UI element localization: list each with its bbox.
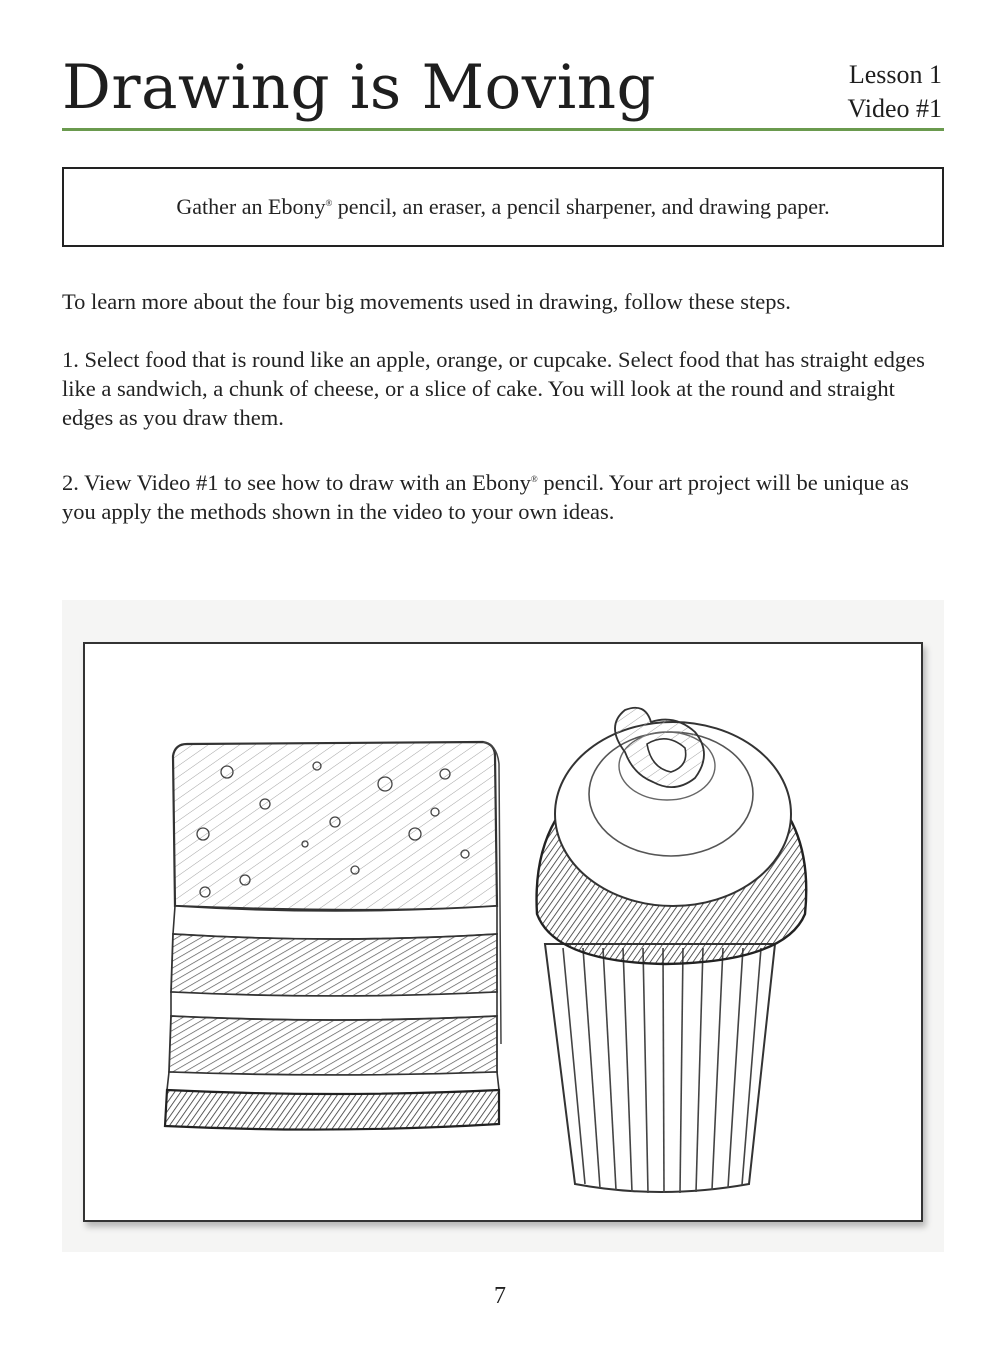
step-2-text-end: pencil. Your art project will be unique as you apply the methods shown in the video to your own ideas. <box>62 470 909 524</box>
page-number: 7 <box>494 1283 506 1309</box>
lesson-label-block <box>848 58 942 126</box>
registered-mark: ® <box>530 474 538 484</box>
materials-text <box>176 194 829 220</box>
lesson-number: Lesson 1 <box>848 60 942 89</box>
header-divider <box>62 128 944 131</box>
step-2-paragraph <box>62 465 946 526</box>
pencil-drawing-illustration <box>83 642 923 1222</box>
food-sketch-svg <box>85 644 921 1220</box>
video-number: Video #1 <box>847 94 942 123</box>
materials-text-end: pencil, an eraser, a pencil sharpener, and drawing paper. <box>332 194 830 219</box>
cake-slice-drawing <box>165 742 501 1130</box>
materials-text-start: Gather an Ebony <box>176 194 326 219</box>
step-2-text-start: 2. View Video #1 to see how to draw with an Ebony <box>62 470 531 495</box>
registered-mark: ® <box>325 198 333 208</box>
materials-box <box>62 167 944 247</box>
cupcake-drawing <box>537 708 807 1193</box>
step-1-paragraph: 1. Select food that is round like an apple, orange, or cupcake. Select food that has straight edges like a sandwich, a chunk of cheese, or a slice of cake. You will look at the round and straight edges as you draw them. <box>62 347 925 430</box>
intro-paragraph: To learn more about the four big movements used in drawing, follow these steps. <box>62 289 791 314</box>
page-title: Drawing is Moving <box>62 52 657 123</box>
